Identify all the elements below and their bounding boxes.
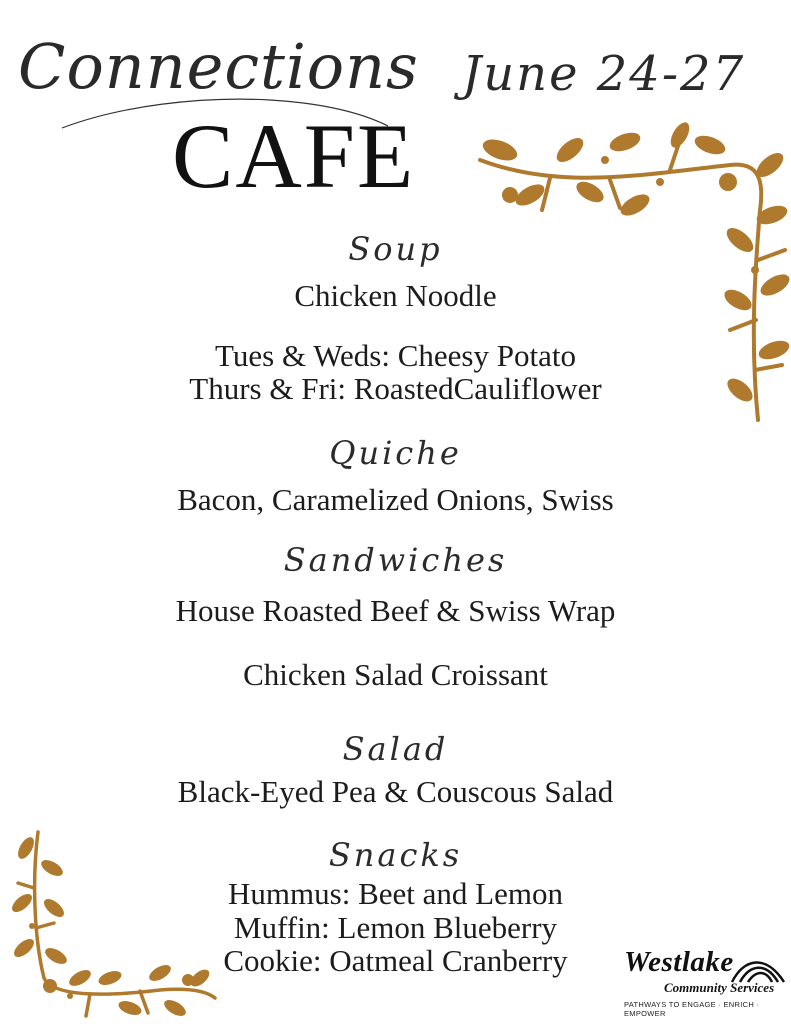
sandwiches-heading: Sandwiches — [283, 541, 508, 579]
brand-script-title: Connections — [18, 30, 419, 103]
soup-heading: Soup — [348, 230, 443, 268]
menu-item: House Roasted Beef & Swiss Wrap — [175, 593, 616, 629]
menu-item: Bacon, Caramelized Onions, Swiss — [177, 482, 614, 518]
menu-date: June 24-27 — [462, 46, 746, 102]
salad-heading: Salad — [342, 730, 449, 768]
sandwiches-section — [0, 543, 791, 691]
menu-item: Cookie: Oatmeal Cranberry — [223, 943, 568, 979]
logo-tagline: PATHWAYS TO ENGAGE · ENRICH · EMPOWER — [624, 1000, 760, 1018]
quiche-heading: Quiche — [329, 434, 462, 472]
snacks-heading: Snacks — [328, 836, 463, 874]
menu-item: Chicken Noodle — [294, 278, 497, 314]
brand-cafe-title: CAFE — [172, 105, 416, 207]
menu-item: Black-Eyed Pea & Couscous Salad — [177, 774, 614, 810]
westlake-logo — [618, 944, 788, 1018]
soup-section — [0, 232, 791, 406]
quiche-section — [0, 436, 791, 517]
menu-item: Thurs & Fri: RoastedCauliflower — [189, 371, 602, 407]
salad-section — [0, 732, 791, 809]
menu-item: Muffin: Lemon Blueberry — [233, 909, 558, 945]
logo-subtitle: Community Services — [664, 980, 775, 995]
menu-item: Chicken Salad Croissant — [243, 656, 548, 692]
menu-item: Hummus: Beet and Lemon — [228, 876, 563, 912]
vine-corner-bottom-left-icon — [10, 828, 220, 1024]
logo-name: Westlake — [624, 946, 734, 978]
menu-item: Tues & Weds: Cheesy Potato — [215, 337, 576, 373]
